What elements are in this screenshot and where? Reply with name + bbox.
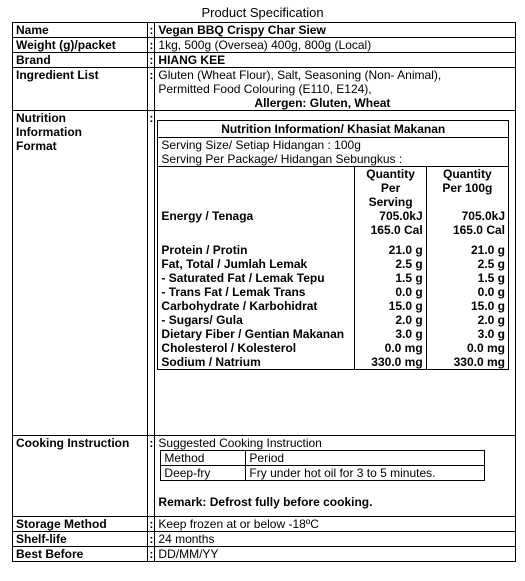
ingredients-value xyxy=(155,68,516,111)
colon: : xyxy=(149,23,154,37)
nutrition-row xyxy=(158,243,508,257)
nutrition-label-1: Nutrition xyxy=(16,111,66,125)
per-serving-value: 2.0 g xyxy=(355,313,426,327)
per-100g-value: 2.5 g xyxy=(426,257,508,271)
nutrient-name: Energy / Tenaga xyxy=(161,209,254,223)
cooking-table xyxy=(160,450,485,481)
colon: : xyxy=(149,547,154,561)
per-serving-value: 21.0 g xyxy=(355,243,426,257)
row-name xyxy=(13,23,516,38)
ingredients-line-2: Permitted Food Colouring (E110, E124), xyxy=(158,82,372,96)
nutrition-row xyxy=(158,341,508,355)
per-serving-value: 1.5 g xyxy=(355,271,426,285)
row-shelf-life xyxy=(13,532,516,547)
nutrition-label xyxy=(13,111,148,436)
per-100g-value: 330.0 mg xyxy=(426,355,508,369)
nutrition-row xyxy=(158,327,508,341)
nutrient-name: - Saturated Fat / Lemak Tepu xyxy=(161,271,325,285)
ingredients-line-1: Gluten (Wheat Flour), Salt, Seasoning (Non- Animal), xyxy=(158,68,442,82)
nutrition-row xyxy=(158,299,508,313)
colon: : xyxy=(149,532,154,546)
per-serving-value: 705.0kJ xyxy=(355,209,426,223)
per-100g-value: 3.0 g xyxy=(426,327,508,341)
name-value: Vegan BBQ Crispy Char Siew xyxy=(155,23,516,38)
row-best-before xyxy=(13,547,516,562)
per-serving-value: 165.0 Cal xyxy=(355,223,426,237)
method-header: Method xyxy=(161,451,246,466)
nutrition-row xyxy=(158,313,508,327)
colon: : xyxy=(148,436,155,517)
shelf-life-value: 24 months xyxy=(155,532,516,547)
row-ingredients xyxy=(13,68,516,111)
shelf-life-label: Shelf-life xyxy=(13,532,148,547)
per-100g-value: 2.0 g xyxy=(426,313,508,327)
nutrition-label-2: Information xyxy=(16,125,82,139)
ingredients-label: Ingredient List xyxy=(13,68,148,111)
period-header: Period xyxy=(246,451,485,466)
per-serving-value: 2.5 g xyxy=(355,257,426,271)
nutrient-name: - Trans Fat / Lemak Trans xyxy=(161,285,306,299)
per-100g-value: 1.5 g xyxy=(426,271,508,285)
suggested-cooking: Suggested Cooking Instruction xyxy=(158,436,322,450)
colon: : xyxy=(149,53,154,67)
nutrient-name: Cholesterol / Kolesterol xyxy=(161,341,297,355)
row-cooking xyxy=(13,436,516,517)
colon: : xyxy=(148,68,155,111)
nutrient-name: Dietary Fiber / Gentian Makanan xyxy=(161,327,345,341)
per-100g-value: 15.0 g xyxy=(426,299,508,313)
quantity-per-serving-header: Quantity Per Serving xyxy=(355,167,426,210)
row-nutrition xyxy=(13,111,516,436)
name-label: Name xyxy=(13,23,148,38)
weight-value: 1kg, 500g (Oversea) 400g, 800g (Local) xyxy=(155,38,516,53)
quantity-per-100g-header: Quantity Per 100g xyxy=(426,167,508,210)
per-serving-value: 3.0 g xyxy=(355,327,426,341)
best-before-value: DD/MM/YY xyxy=(155,547,516,562)
weight-label: Weight (g)/packet xyxy=(13,38,148,53)
nutrition-row xyxy=(158,285,508,299)
row-brand xyxy=(13,53,516,68)
serving-per-package: Serving Per Package/ Hidangan Sebungkus : xyxy=(161,152,403,166)
nutrient-name: Protein / Protin xyxy=(161,243,248,257)
method-value: Deep-fry xyxy=(161,466,246,481)
nutrition-info-box xyxy=(157,120,509,370)
period-value: Fry under hot oil for 3 to 5 minutes. xyxy=(246,466,485,481)
row-weight xyxy=(13,38,516,53)
nutrition-info-title: Nutrition Information/ Khasiat Makanan xyxy=(158,121,508,138)
nutrient-name: - Sugars/ Gula xyxy=(161,313,243,327)
nutrition-row xyxy=(158,355,508,369)
cooking-value xyxy=(155,436,516,517)
nutrition-row xyxy=(158,209,508,223)
colon: : xyxy=(149,517,154,531)
document-title: Product Specification xyxy=(201,5,324,20)
nutrient-name: Sodium / Natrium xyxy=(161,355,261,369)
per-serving-value: 0.0 mg xyxy=(355,341,426,355)
colon: : xyxy=(149,38,154,52)
cooking-remark: Remark: Defrost fully before cooking. xyxy=(158,495,373,509)
per-100g-value: 165.0 Cal xyxy=(426,223,508,237)
allergen-text: Allergen: Gluten, Wheat xyxy=(254,96,391,110)
per-serving-value: 330.0 mg xyxy=(355,355,426,369)
nutrient-name: Fat, Total / Jumlah Lemak xyxy=(161,257,308,271)
per-serving-value: 0.0 g xyxy=(355,285,426,299)
nutrition-row xyxy=(158,271,508,285)
per-100g-value: 0.0 g xyxy=(426,285,508,299)
nutrition-value xyxy=(155,111,516,436)
per-100g-value: 21.0 g xyxy=(426,243,508,257)
per-100g-value: 705.0kJ xyxy=(426,209,508,223)
nutrition-rows xyxy=(158,209,508,369)
brand-value: HIANG KEE xyxy=(155,53,516,68)
nutrient-name: Carbohydrate / Karbohidrat xyxy=(161,299,318,313)
spec-table xyxy=(12,22,516,562)
storage-value: Keep frozen at or below -18ºC xyxy=(155,517,516,532)
nutrition-row xyxy=(158,223,508,237)
storage-label: Storage Method xyxy=(13,517,148,532)
cooking-label: Cooking Instruction xyxy=(13,436,148,517)
per-100g-value: 0.0 mg xyxy=(426,341,508,355)
nutrition-row xyxy=(158,257,508,271)
brand-label: Brand xyxy=(13,53,148,68)
serving-size: Serving Size/ Setiap Hidangan : 100g xyxy=(161,138,361,152)
nutrition-label-3: Format xyxy=(16,139,57,153)
row-storage xyxy=(13,517,516,532)
per-serving-value: 15.0 g xyxy=(355,299,426,313)
best-before-label: Best Before xyxy=(13,547,148,562)
nutrient-name xyxy=(158,223,355,237)
colon: : xyxy=(148,111,155,436)
